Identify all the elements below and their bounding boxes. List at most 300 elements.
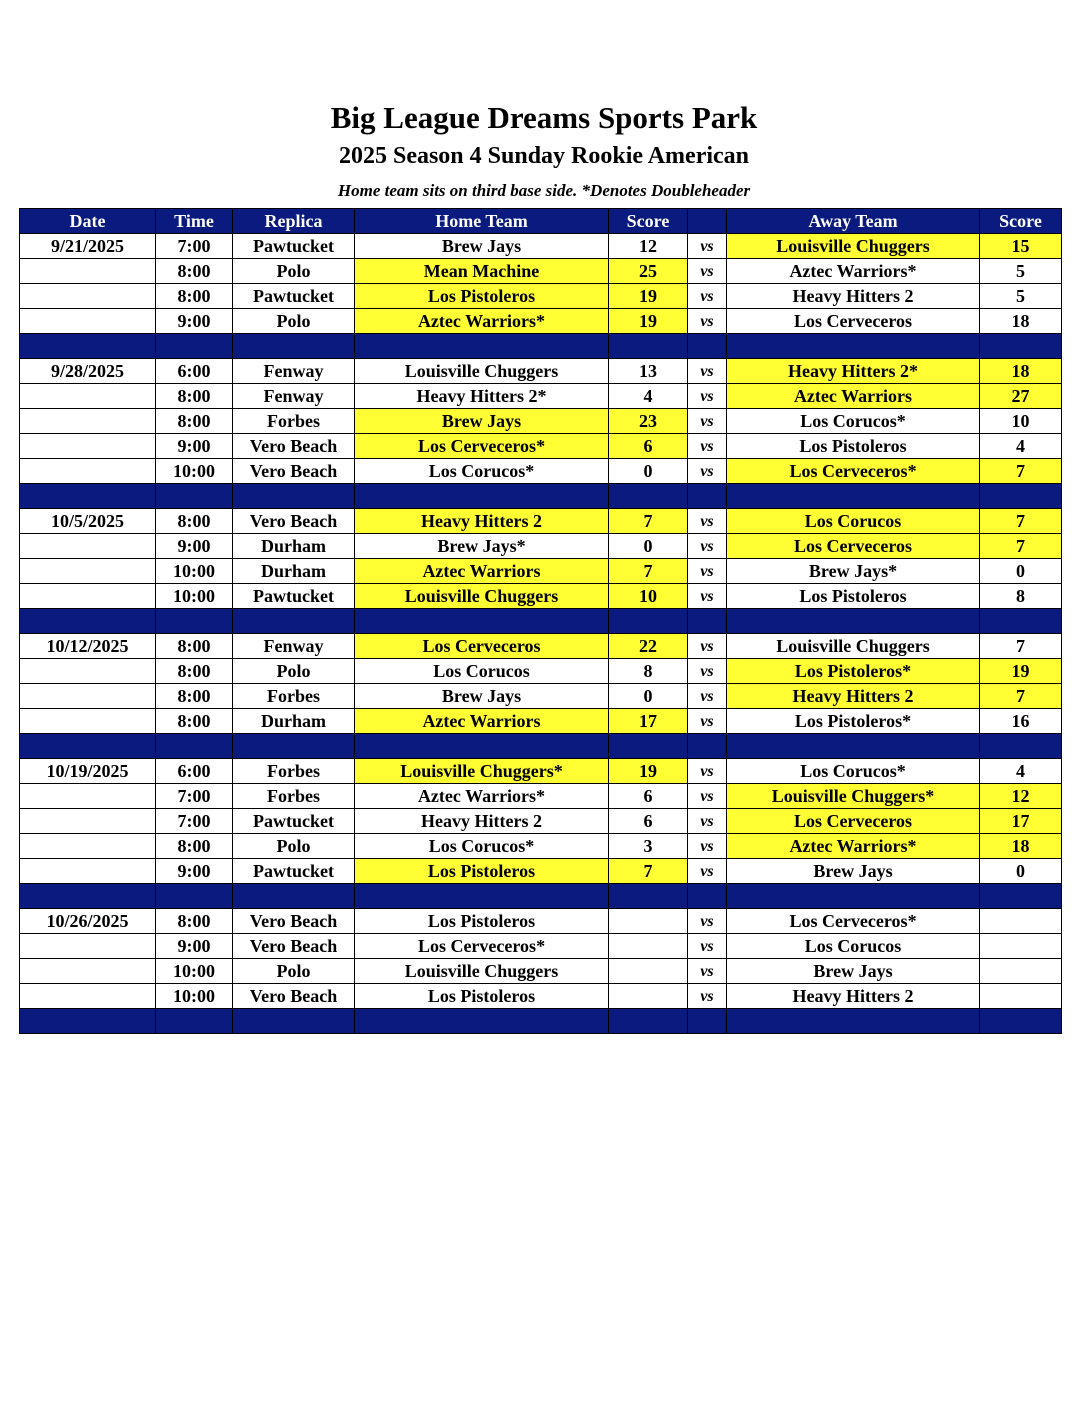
cell-home-score: 6 [609,784,688,809]
cell-vs: vs [688,634,727,659]
table-row [20,959,1062,984]
col-header-vs [688,209,727,234]
cell-away-team: Aztec Warriors* [727,259,980,284]
cell-home-team: Louisville Chuggers [355,959,609,984]
cell-replica: Fenway [233,384,355,409]
cell-time: 8:00 [156,634,233,659]
table-row [20,934,1062,959]
table-row [20,784,1062,809]
cell-home-score: 7 [609,559,688,584]
cell-vs: vs [688,859,727,884]
cell-home-team: Heavy Hitters 2* [355,384,609,409]
schedule-table [19,208,1062,1034]
games-body [20,234,1062,1034]
separator-cell [727,1009,980,1034]
table-row [20,584,1062,609]
separator-cell [355,884,609,909]
cell-replica: Vero Beach [233,509,355,534]
table-row [20,709,1062,734]
cell-replica: Polo [233,834,355,859]
cell-away-team: Los Pistoleros* [727,709,980,734]
cell-vs: vs [688,509,727,534]
cell-date: 9/21/2025 [20,234,156,259]
cell-time: 9:00 [156,934,233,959]
cell-time: 9:00 [156,859,233,884]
cell-replica: Pawtucket [233,809,355,834]
cell-time: 8:00 [156,659,233,684]
separator-cell [727,884,980,909]
cell-away-score: 27 [980,384,1062,409]
cell-vs: vs [688,709,727,734]
cell-home-score: 3 [609,834,688,859]
cell-vs: vs [688,309,727,334]
cell-home-score: 0 [609,684,688,709]
separator-cell [688,734,727,759]
cell-replica: Pawtucket [233,584,355,609]
cell-replica: Polo [233,659,355,684]
section-separator-row [20,334,1062,359]
table-row [20,559,1062,584]
cell-date: 10/26/2025 [20,909,156,934]
cell-home-score: 7 [609,509,688,534]
cell-replica: Polo [233,259,355,284]
cell-replica: Forbes [233,759,355,784]
separator-cell [355,734,609,759]
cell-home-team: Heavy Hitters 2 [355,509,609,534]
separator-cell [688,609,727,634]
cell-away-score: 19 [980,659,1062,684]
cell-date [20,584,156,609]
cell-home-score: 25 [609,259,688,284]
cell-time: 7:00 [156,234,233,259]
separator-cell [233,1009,355,1034]
cell-away-team: Los Corucos [727,509,980,534]
cell-date [20,984,156,1009]
cell-vs: vs [688,234,727,259]
cell-date [20,934,156,959]
cell-home-team: Aztec Warriors* [355,784,609,809]
cell-vs: vs [688,909,727,934]
col-header-home-score: Score [609,209,688,234]
separator-cell [233,609,355,634]
cell-home-score: 17 [609,709,688,734]
separator-cell [980,734,1062,759]
cell-home-score: 6 [609,809,688,834]
cell-home-team: Mean Machine [355,259,609,284]
table-row [20,459,1062,484]
cell-date [20,309,156,334]
cell-vs: vs [688,534,727,559]
cell-away-team: Aztec Warriors [727,384,980,409]
separator-cell [609,1009,688,1034]
cell-time: 10:00 [156,984,233,1009]
cell-home-team: Brew Jays [355,234,609,259]
cell-home-score [609,984,688,1009]
cell-away-team: Heavy Hitters 2* [727,359,980,384]
cell-away-team: Los Corucos* [727,759,980,784]
cell-date [20,559,156,584]
cell-away-score: 5 [980,259,1062,284]
cell-home-score: 7 [609,859,688,884]
cell-away-score: 7 [980,509,1062,534]
cell-home-score: 4 [609,384,688,409]
separator-cell [20,734,156,759]
separator-cell [233,734,355,759]
table-row [20,984,1062,1009]
cell-date: 10/19/2025 [20,759,156,784]
cell-home-team: Los Corucos* [355,834,609,859]
cell-vs: vs [688,409,727,434]
cell-away-team: Los Cerveceros [727,534,980,559]
cell-away-team: Los Cerveceros [727,309,980,334]
table-row [20,759,1062,784]
separator-cell [609,884,688,909]
cell-away-score: 5 [980,284,1062,309]
cell-date: 9/28/2025 [20,359,156,384]
cell-home-score: 10 [609,584,688,609]
separator-cell [355,1009,609,1034]
cell-away-team: Los Pistoleros [727,434,980,459]
cell-away-score: 10 [980,409,1062,434]
section-separator-row [20,734,1062,759]
separator-cell [609,734,688,759]
cell-away-score: 18 [980,359,1062,384]
separator-cell [355,334,609,359]
col-header-replica: Replica [233,209,355,234]
cell-time: 9:00 [156,309,233,334]
cell-home-team: Aztec Warriors [355,709,609,734]
cell-away-score: 12 [980,784,1062,809]
separator-cell [233,334,355,359]
cell-away-score [980,959,1062,984]
separator-cell [20,1009,156,1034]
cell-vs: vs [688,659,727,684]
cell-away-team: Brew Jays [727,959,980,984]
cell-vs: vs [688,959,727,984]
cell-home-team: Brew Jays* [355,534,609,559]
cell-time: 8:00 [156,384,233,409]
cell-date [20,259,156,284]
cell-date [20,659,156,684]
cell-home-score: 13 [609,359,688,384]
section-separator-row [20,484,1062,509]
cell-replica: Polo [233,309,355,334]
cell-home-team: Louisville Chuggers [355,359,609,384]
separator-cell [20,884,156,909]
separator-cell [156,884,233,909]
cell-away-team: Los Pistoleros* [727,659,980,684]
cell-time: 6:00 [156,359,233,384]
cell-date [20,284,156,309]
cell-away-score: 16 [980,709,1062,734]
cell-vs: vs [688,284,727,309]
cell-time: 9:00 [156,534,233,559]
cell-home-team: Heavy Hitters 2 [355,809,609,834]
cell-away-score [980,934,1062,959]
cell-home-score [609,959,688,984]
cell-date [20,409,156,434]
separator-cell [609,609,688,634]
cell-time: 8:00 [156,684,233,709]
cell-away-score: 7 [980,684,1062,709]
cell-time: 8:00 [156,509,233,534]
cell-home-score: 12 [609,234,688,259]
table-row [20,659,1062,684]
cell-away-score [980,984,1062,1009]
cell-vs: vs [688,559,727,584]
cell-away-team: Louisville Chuggers [727,634,980,659]
cell-away-score: 17 [980,809,1062,834]
separator-cell [156,734,233,759]
cell-vs: vs [688,834,727,859]
cell-date [20,434,156,459]
cell-away-score: 15 [980,234,1062,259]
cell-time: 7:00 [156,784,233,809]
separator-cell [688,334,727,359]
separator-cell [156,1009,233,1034]
cell-date [20,709,156,734]
separator-cell [20,609,156,634]
schedule-note: Home team sits on third base side. *Denotes Doubleheader [337,181,751,200]
cell-date [20,834,156,859]
col-header-away-team: Away Team [727,209,980,234]
cell-vs: vs [688,984,727,1009]
cell-vs: vs [688,384,727,409]
cell-away-score [980,909,1062,934]
cell-replica: Pawtucket [233,859,355,884]
cell-home-score: 0 [609,534,688,559]
cell-away-score: 7 [980,459,1062,484]
cell-away-team: Los Corucos [727,934,980,959]
cell-replica: Vero Beach [233,909,355,934]
cell-home-score: 19 [609,309,688,334]
cell-home-score: 19 [609,284,688,309]
cell-away-score: 18 [980,309,1062,334]
cell-time: 10:00 [156,459,233,484]
separator-cell [156,609,233,634]
cell-replica: Durham [233,534,355,559]
separator-cell [355,484,609,509]
cell-home-score: 6 [609,434,688,459]
cell-home-team: Los Corucos [355,659,609,684]
cell-away-score: 0 [980,559,1062,584]
cell-date: 10/5/2025 [20,509,156,534]
separator-cell [688,1009,727,1034]
cell-time: 8:00 [156,409,233,434]
cell-home-team: Los Pistoleros [355,909,609,934]
cell-time: 9:00 [156,434,233,459]
separator-cell [980,484,1062,509]
cell-home-score: 8 [609,659,688,684]
separator-cell [609,484,688,509]
separator-cell [727,484,980,509]
section-separator-row [20,609,1062,634]
cell-vs: vs [688,684,727,709]
cell-date [20,459,156,484]
cell-time: 10:00 [156,584,233,609]
table-row [20,259,1062,284]
cell-time: 8:00 [156,834,233,859]
table-row [20,859,1062,884]
cell-replica: Fenway [233,634,355,659]
cell-time: 7:00 [156,809,233,834]
separator-cell [980,609,1062,634]
cell-home-team: Los Pistoleros [355,859,609,884]
separator-cell [233,484,355,509]
cell-time: 10:00 [156,959,233,984]
separator-cell [980,334,1062,359]
cell-home-team: Brew Jays [355,684,609,709]
cell-replica: Forbes [233,409,355,434]
table-row [20,534,1062,559]
cell-date [20,534,156,559]
table-header-row [20,209,1062,234]
cell-away-score: 7 [980,634,1062,659]
page-subtitle: 2025 Season 4 Sunday Rookie American [338,143,750,169]
separator-cell [156,334,233,359]
cell-date [20,784,156,809]
separator-cell [609,334,688,359]
cell-replica: Vero Beach [233,459,355,484]
cell-home-team: Los Cerveceros* [355,434,609,459]
cell-away-score: 4 [980,434,1062,459]
table-row [20,309,1062,334]
page-title: Big League Dreams Sports Park [330,100,758,135]
cell-away-team: Los Pistoleros [727,584,980,609]
cell-date [20,809,156,834]
separator-cell [980,1009,1062,1034]
table-row [20,634,1062,659]
cell-away-team: Los Cerveceros [727,809,980,834]
cell-away-team: Heavy Hitters 2 [727,684,980,709]
table-row [20,384,1062,409]
separator-cell [355,609,609,634]
cell-replica: Vero Beach [233,934,355,959]
cell-replica: Vero Beach [233,984,355,1009]
col-header-home-team: Home Team [355,209,609,234]
cell-replica: Polo [233,959,355,984]
cell-away-team: Louisville Chuggers* [727,784,980,809]
cell-home-team: Los Cerveceros* [355,934,609,959]
cell-away-team: Brew Jays [727,859,980,884]
cell-away-team: Los Corucos* [727,409,980,434]
separator-cell [233,884,355,909]
separator-cell [980,884,1062,909]
table-row [20,834,1062,859]
cell-vs: vs [688,584,727,609]
separator-cell [688,884,727,909]
separator-cell [20,334,156,359]
cell-home-team: Brew Jays [355,409,609,434]
cell-home-team: Los Pistoleros [355,984,609,1009]
cell-vs: vs [688,784,727,809]
cell-vs: vs [688,359,727,384]
table-row [20,434,1062,459]
col-header-away-score: Score [980,209,1062,234]
cell-away-team: Los Cerveceros* [727,909,980,934]
cell-replica: Fenway [233,359,355,384]
cell-vs: vs [688,809,727,834]
cell-vs: vs [688,459,727,484]
cell-replica: Durham [233,709,355,734]
cell-vs: vs [688,759,727,784]
table-row [20,509,1062,534]
cell-time: 8:00 [156,259,233,284]
table-row [20,234,1062,259]
cell-home-team: Los Cerveceros [355,634,609,659]
cell-away-score: 4 [980,759,1062,784]
section-separator-row [20,1009,1062,1034]
col-header-time: Time [156,209,233,234]
cell-time: 8:00 [156,909,233,934]
cell-replica: Pawtucket [233,234,355,259]
table-row [20,409,1062,434]
cell-home-team: Aztec Warriors* [355,309,609,334]
separator-cell [20,484,156,509]
cell-home-score: 19 [609,759,688,784]
cell-vs: vs [688,934,727,959]
cell-away-score: 7 [980,534,1062,559]
cell-home-team: Louisville Chuggers* [355,759,609,784]
cell-home-score [609,934,688,959]
cell-home-score [609,909,688,934]
cell-time: 8:00 [156,284,233,309]
cell-home-score: 23 [609,409,688,434]
cell-home-team: Los Pistoleros [355,284,609,309]
cell-date: 10/12/2025 [20,634,156,659]
cell-away-team: Louisville Chuggers [727,234,980,259]
table-row [20,909,1062,934]
cell-away-score: 8 [980,584,1062,609]
cell-home-team: Los Corucos* [355,459,609,484]
cell-away-team: Los Cerveceros* [727,459,980,484]
cell-home-score: 0 [609,459,688,484]
col-header-date: Date [20,209,156,234]
separator-cell [688,484,727,509]
table-row [20,684,1062,709]
cell-home-team: Louisville Chuggers [355,584,609,609]
cell-home-team: Aztec Warriors [355,559,609,584]
cell-home-score: 22 [609,634,688,659]
cell-away-score: 18 [980,834,1062,859]
cell-date [20,684,156,709]
cell-time: 10:00 [156,559,233,584]
cell-date [20,859,156,884]
table-row [20,359,1062,384]
separator-cell [727,734,980,759]
cell-time: 8:00 [156,709,233,734]
cell-vs: vs [688,434,727,459]
cell-away-team: Brew Jays* [727,559,980,584]
separator-cell [156,484,233,509]
cell-replica: Pawtucket [233,284,355,309]
cell-replica: Forbes [233,784,355,809]
cell-date [20,384,156,409]
cell-away-team: Heavy Hitters 2 [727,984,980,1009]
cell-time: 6:00 [156,759,233,784]
cell-replica: Durham [233,559,355,584]
separator-cell [727,334,980,359]
separator-cell [727,609,980,634]
cell-date [20,959,156,984]
cell-replica: Forbes [233,684,355,709]
cell-away-team: Heavy Hitters 2 [727,284,980,309]
cell-vs: vs [688,259,727,284]
table-row [20,284,1062,309]
section-separator-row [20,884,1062,909]
cell-away-team: Aztec Warriors* [727,834,980,859]
cell-away-score: 0 [980,859,1062,884]
